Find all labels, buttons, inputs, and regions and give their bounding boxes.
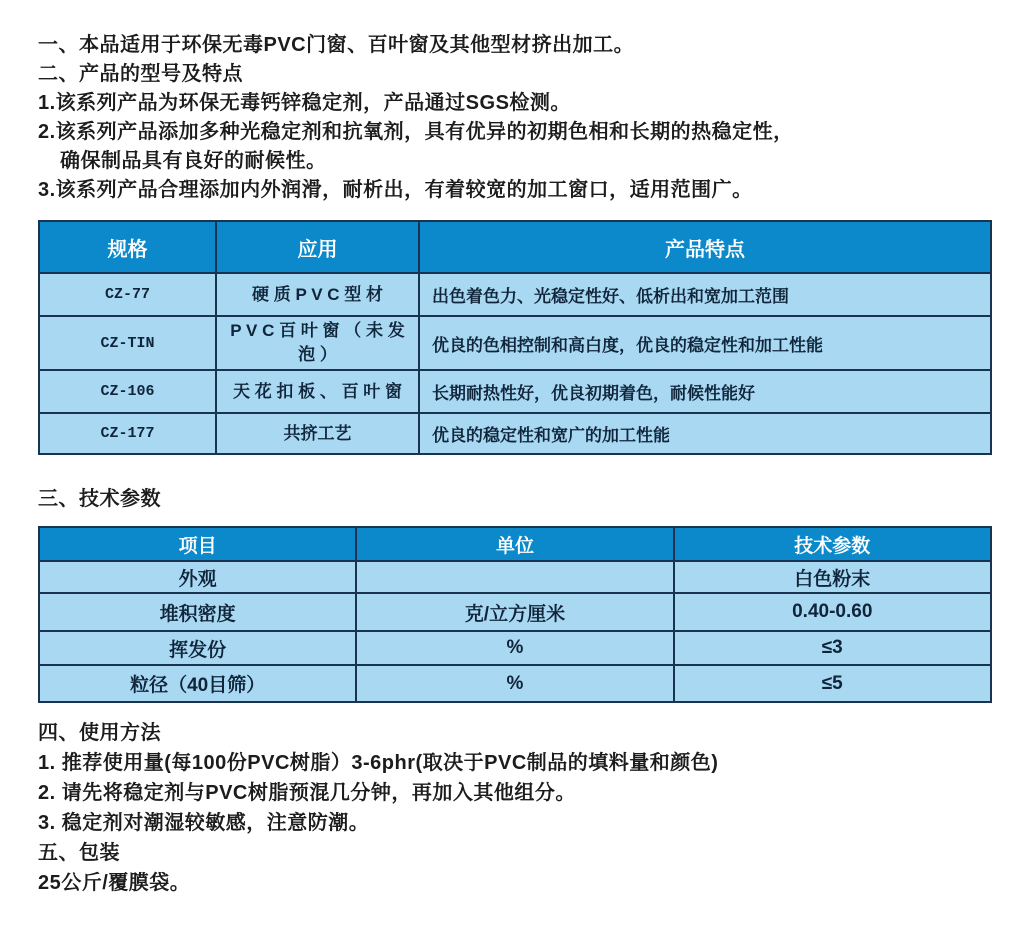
features-cell: 出色着色力、光稳定性好、低析出和宽加工范围 — [419, 273, 991, 316]
header-unit: 单位 — [356, 527, 673, 561]
intro-section — [38, 31, 990, 205]
intro-line-4: 2.该系列产品添加多种光稳定剂和抗氧剂，具有优异的初期色相和长期的热稳定性， — [38, 121, 794, 143]
header-application: 应用 — [216, 221, 419, 273]
table-header-row — [39, 527, 991, 561]
packaging-section-title: 五、包装 — [38, 842, 120, 864]
item-cell: 外观 — [39, 561, 356, 593]
unit-cell: % — [356, 631, 673, 665]
intro-line-6: 3.该系列产品合理添加内外润滑，耐析出，有着较宽的加工窗口，适用范围广。 — [38, 179, 753, 201]
table-row — [39, 413, 991, 454]
table-header-row — [39, 221, 991, 273]
usage-section-title: 四、使用方法 — [38, 722, 161, 744]
value-cell: 白色粉末 — [674, 561, 991, 593]
intro-line-1: 一、本品适用于环保无毒PVC门窗、百叶窗及其他型材挤出加工。 — [38, 34, 635, 56]
usage-line-1: 1. 推荐使用量(每100份PVC树脂）3-6phr(取决于PVC制品的填料量和颜色) — [38, 752, 719, 774]
table-row — [39, 593, 991, 631]
table-row — [39, 273, 991, 316]
value-cell: 0.40-0.60 — [674, 593, 991, 631]
spec-cell: CZ-177 — [39, 413, 216, 454]
product-models-table — [38, 220, 992, 455]
spec-cell: CZ-106 — [39, 370, 216, 413]
value-cell: ≤3 — [674, 631, 991, 665]
intro-line-3: 1.该系列产品为环保无毒钙锌稳定剂，产品通过SGS检测。 — [38, 92, 571, 114]
features-cell: 长期耐热性好，优良初期着色，耐候性能好 — [419, 370, 991, 413]
tech-parameters-table — [38, 526, 992, 703]
application-cell: 硬 质 P V C 型 材 — [216, 273, 419, 316]
spec-cell: CZ-77 — [39, 273, 216, 316]
unit-cell: 克/立方厘米 — [356, 593, 673, 631]
item-cell: 挥发份 — [39, 631, 356, 665]
table-row — [39, 316, 991, 370]
header-spec: 规格 — [39, 221, 216, 273]
intro-line-5: 确保制品具有良好的耐候性。 — [60, 150, 327, 172]
application-cell: 共挤工艺 — [216, 413, 419, 454]
table-row — [39, 370, 991, 413]
tech-section-title: 三、技术参数 — [38, 488, 161, 510]
usage-section — [38, 718, 990, 898]
usage-line-2: 2. 请先将稳定剂与PVC树脂预混几分钟，再加入其他组分。 — [38, 782, 576, 804]
features-cell: 优良的色相控制和高白度，优良的稳定性和加工性能 — [419, 316, 991, 370]
table-row — [39, 665, 991, 702]
spec-cell: CZ-TIN — [39, 316, 216, 370]
table-row — [39, 631, 991, 665]
value-cell: ≤5 — [674, 665, 991, 702]
usage-line-3: 3. 稳定剂对潮湿较敏感，注意防潮。 — [38, 812, 370, 834]
application-cell: P V C 百 叶 窗 （ 未 发 泡 ） — [216, 316, 419, 370]
header-value: 技术参数 — [674, 527, 991, 561]
packaging-line-1: 25公斤/覆膜袋。 — [38, 872, 191, 894]
unit-cell: % — [356, 665, 673, 702]
item-cell: 粒径（40目筛） — [39, 665, 356, 702]
header-item: 项目 — [39, 527, 356, 561]
features-cell: 优良的稳定性和宽广的加工性能 — [419, 413, 991, 454]
item-cell: 堆积密度 — [39, 593, 356, 631]
header-features: 产品特点 — [419, 221, 991, 273]
application-cell: 天 花 扣 板 、 百 叶 窗 — [216, 370, 419, 413]
unit-cell — [356, 561, 673, 593]
table-row — [39, 561, 991, 593]
intro-line-2: 二、产品的型号及特点 — [38, 63, 243, 85]
